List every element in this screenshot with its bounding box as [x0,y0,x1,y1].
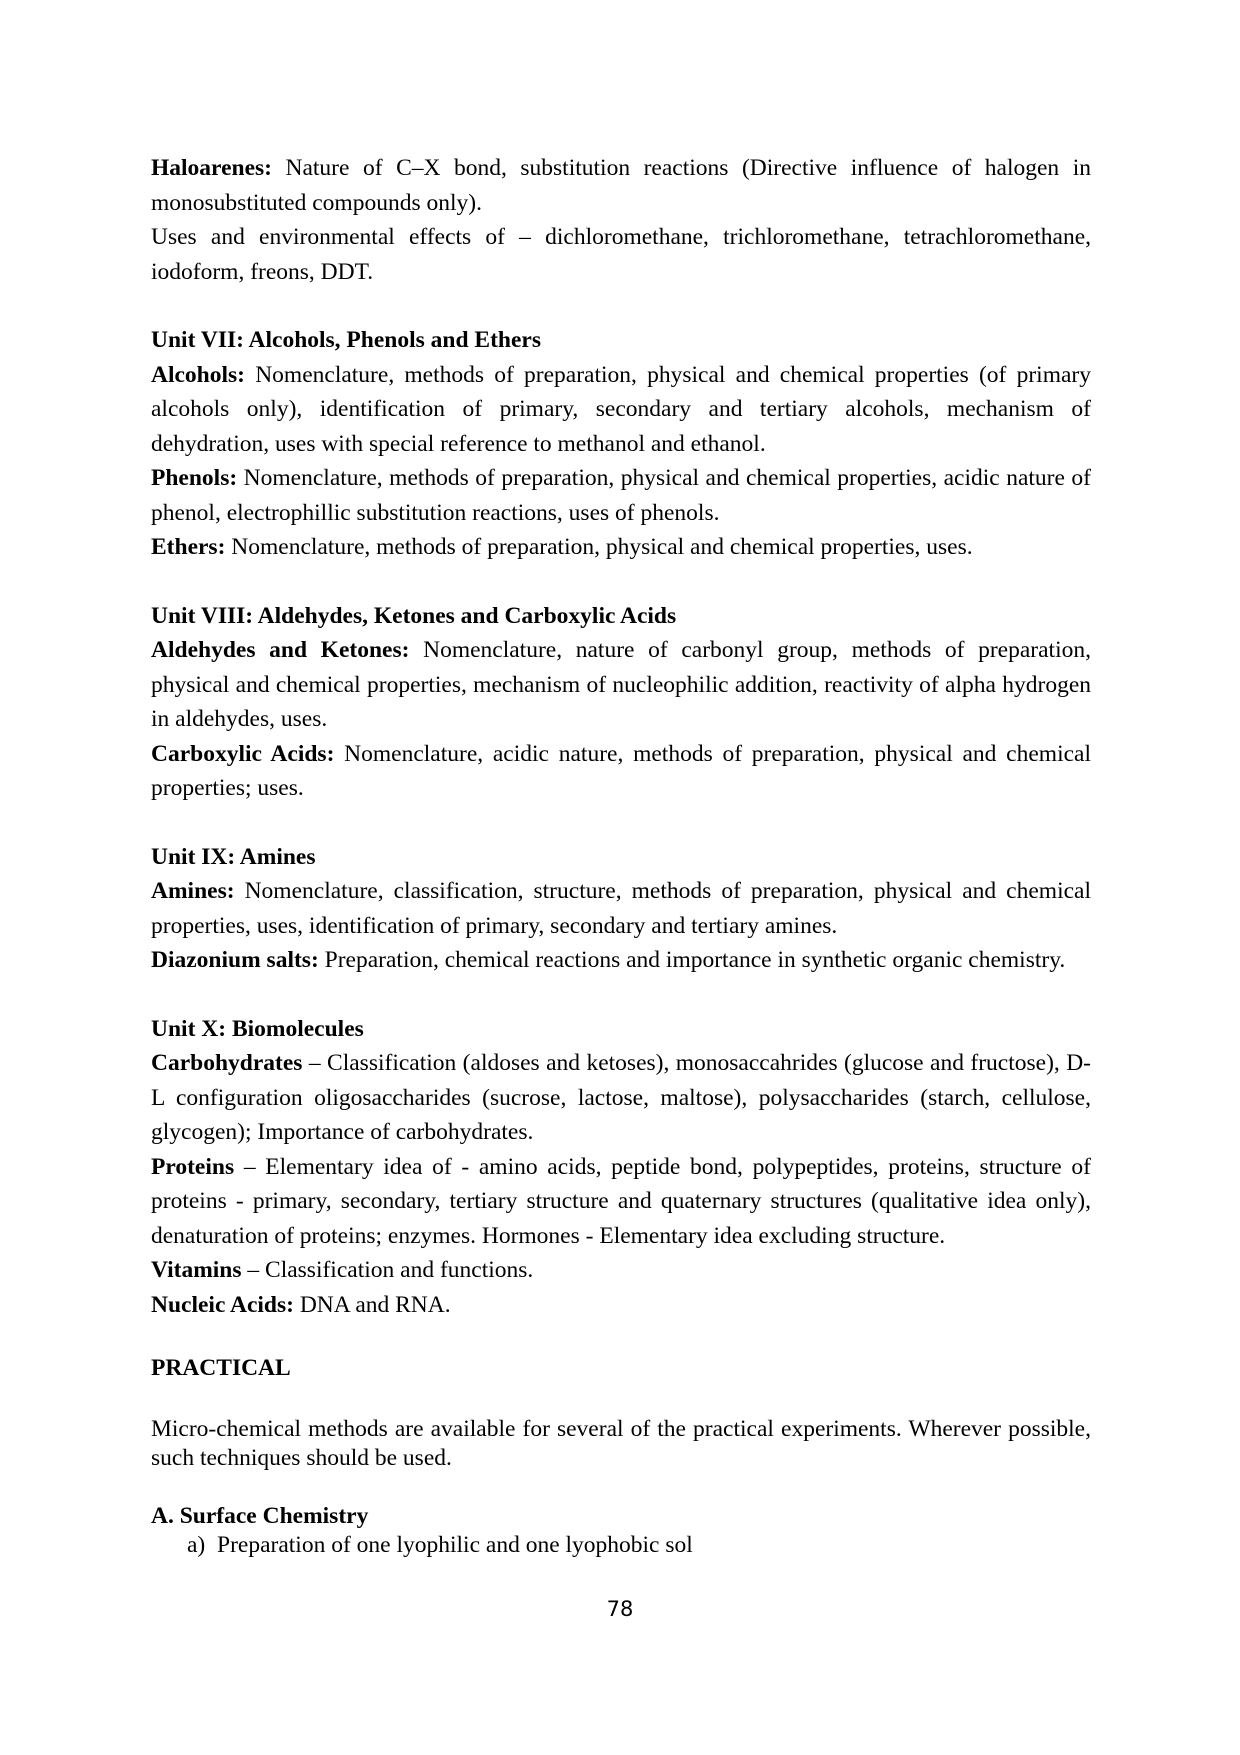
practical-title: PRACTICAL [151,1355,291,1381]
spacer [151,1386,1091,1415]
list-item-text: Preparation of one lyophilic and one lyophobic sol [217,1531,693,1558]
haloarenes-text: Nature of C–X bond, substitution reactions (Directive influence of halogen in monosubstituted compounds only). [151,155,1091,216]
page-content [151,151,1091,1560]
alcohols-text: Nomenclature, methods of preparation, physical and chemical properties (of primary alcohols only), identification of primary, secondary and tertiary alcohols, mechanism of dehydration, uses with special reference to methanol and ethanol. [151,361,1091,457]
diazonium-paragraph [151,943,1091,978]
vitamins-label: Vitamins [151,1257,242,1283]
spacer [151,806,1091,840]
alcohols-paragraph [151,358,1091,462]
nucleic-acids-paragraph [151,1288,1091,1323]
ethers-text: Nomenclature, methods of preparation, physical and chemical properties, uses. [225,534,973,560]
carbohydrates-text: – Classification (aldoses and ketoses), monosaccahrides (glucose and fructose), D-L configuration oligosaccharides (sucrose, lactose, maltose), polysaccharides (starch, cellulose, glycogen); Importance of carbohydrates. [151,1050,1091,1145]
unit10-title: Unit X: Biomolecules [151,1015,364,1042]
diazonium-text: Preparation, chemical reactions and importance in synthetic organic chemistry. [318,947,1066,973]
aldehydes-ketones-text: Nomenclature, nature of carbonyl group, methods of preparation, physical and chemical properties, mechanism of nucleophilic addition, reactivity of alpha hydrogen in aldehydes, uses. [151,637,1091,732]
ethers-paragraph [151,530,1091,565]
practical-intro: Micro-chemical methods are available for several of the practical experiments. Wherever possible, such techniques should be used. [151,1415,1091,1471]
haloarenes-paragraph [151,151,1091,220]
amines-label: Amines: [151,878,235,904]
haloarenes-label: Haloarenes: [151,155,272,181]
nucleic-acids-label: Nucleic Acids: [151,1291,294,1318]
vitamins-paragraph [151,1253,1091,1288]
list-item [187,1531,1091,1560]
aldehydes-ketones-label: Aldehydes and Ketones: [151,637,410,663]
phenols-paragraph [151,461,1091,530]
amines-text: Nomenclature, classification, structure, methods of preparation, physical and chemical properties, uses, identification of primary, secondary and tertiary amines. [151,878,1091,939]
vitamins-text: – Classification and functions. [241,1257,534,1283]
alcohols-label: Alcohols: [151,361,245,388]
spacer [151,289,1091,323]
spacer [151,978,1091,1012]
phenols-text: Nomenclature, methods of preparation, physical and chemical properties, acidic nature of phenol, electrophillic substitution reactions, uses of phenols. [151,465,1091,526]
nucleic-acids-text: DNA and RNA. [293,1291,451,1318]
phenols-label: Phenols: [151,465,238,491]
section-a-title: A. Surface Chemistry [151,1502,369,1529]
spacer [151,1473,1091,1502]
unit9-title: Unit IX: Amines [151,843,316,870]
proteins-paragraph [151,1150,1091,1254]
list-marker: a) [187,1531,206,1558]
diazonium-label: Diazonium salts: [151,947,319,973]
unit8-title: Unit VIII: Aldehydes, Ketones and Carboxylic Acids [151,602,677,629]
ethers-label: Ethers: [151,534,226,560]
carboxylic-acids-paragraph [151,737,1091,806]
aldehydes-ketones-paragraph [151,633,1091,737]
page-number: 78 [606,1597,634,1621]
spacer [151,1322,1091,1351]
amines-paragraph [151,874,1091,943]
carboxylic-acids-label: Carboxylic Acids: [151,740,335,767]
unit7-title: Unit VII: Alcohols, Phenols and Ethers [151,327,541,353]
carbohydrates-label: Carbohydrates [151,1050,303,1076]
proteins-text: – Elementary idea of - amino acids, peptide bond, polypeptides, proteins, structure of proteins - primary, secondary, tertiary structure and quaternary structures (qualitative idea only), denaturation of proteins; enzymes. Hormones - Elementary idea excluding structure. [151,1153,1091,1249]
haloarenes-uses-paragraph: Uses and environmental effects of – dichloromethane, trichloromethane, tetrachloromethane, iodoform, freons, DDT. [151,224,1091,285]
carboxylic-acids-text: Nomenclature, acidic nature, methods of preparation, physical and chemical properties; uses. [151,740,1091,801]
carbohydrates-paragraph [151,1046,1091,1150]
spacer [151,565,1091,599]
proteins-label: Proteins [151,1153,235,1180]
